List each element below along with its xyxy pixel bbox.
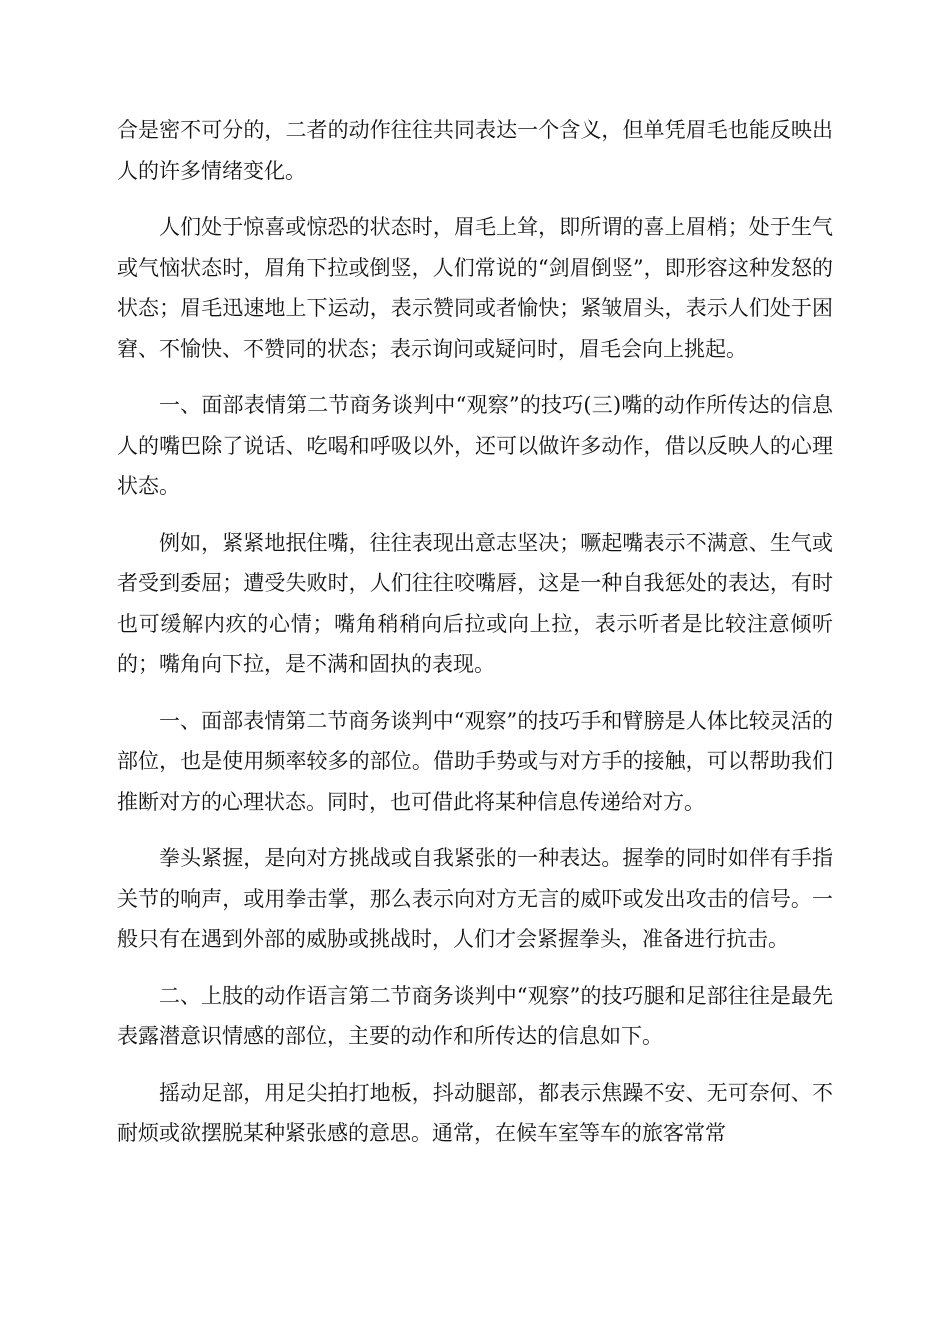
paragraph-legs-intro: 二、上肢的动作语言第二节商务谈判中“观察”的技巧腿和足部往往是最先表露潜意识情感的部位，主要的动作和所传达的信息如下。 bbox=[117, 983, 833, 1048]
paragraph-eyebrow-states: 人们处于惊喜或惊恐的状态时，眉毛上耸，即所谓的喜上眉梢；处于生气或气恼状态时，眉角下拉或倒竖，人们常说的“剑眉倒竖”，即形容这种发怒的状态；眉毛迅速地上下运动，表示赞同或者愉快；紧皱眉头，表示人们处于困窘、不愉快、不赞同的状态；表示询问或疑问时，眉毛会向上挑起。 bbox=[117, 215, 833, 361]
document-body bbox=[117, 110, 833, 1170]
paragraph-fist: 拳头紧握，是向对方挑战或自我紧张的一种表达。握拳的同时如伴有手指关节的响声，或用拳击掌，那么表示向对方无言的威吓或发出攻击的信号。一般只有在遇到外部的威胁或挑战时，人们才会紧握拳头，准备进行抗击。 bbox=[117, 846, 833, 951]
paragraph-hands-intro: 一、面部表情第二节商务谈判中“观察”的技巧手和臂膀是人体比较灵活的部位，也是使用频率较多的部位。借助手势或与对方手的接触，可以帮助我们推断对方的心理状态。同时，也可借此将某种信息传递给对方。 bbox=[117, 708, 833, 814]
paragraph-mouth-examples: 例如，紧紧地抿住嘴，往往表现出意志坚决；噘起嘴表示不满意、生气或者受到委屈；遭受失败时，人们往往咬嘴唇，这是一种自我惩处的表达，有时也可缓解内疚的心情；嘴角稍稍向后拉或向上拉，表示听者是比较注意倾听的；嘴角向下拉，是不满和固执的表现。 bbox=[117, 530, 833, 676]
paragraph-mouth-intro: 一、面部表情第二节商务谈判中“观察”的技巧(三)嘴的动作所传达的信息人的嘴巴除了说话、吃喝和呼吸以外，还可以做许多动作，借以反映人的心理状态。 bbox=[117, 393, 833, 498]
paragraph-eyebrow-intro: 合是密不可分的，二者的动作往往共同表达一个含义，但单凭眉毛也能反映出人的许多情绪变化。 bbox=[117, 118, 833, 183]
paragraph-feet-shaking: 摇动足部，用足尖拍打地板，抖动腿部，都表示焦躁不安、无可奈何、不耐烦或欲摆脱某种紧张感的意思。通常，在候车室等车的旅客常常 bbox=[117, 1080, 833, 1145]
